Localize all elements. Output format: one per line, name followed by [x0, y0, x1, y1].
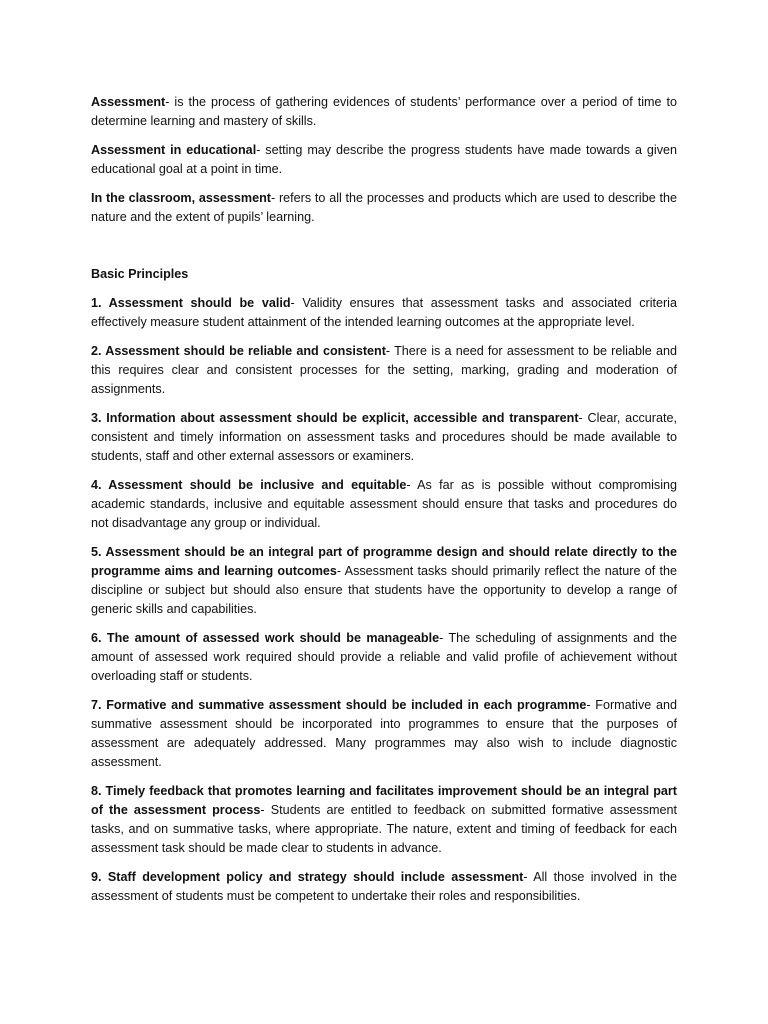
definition-text: - setting may describe the progress students have made towards a given educational goal at a point in time.: [91, 143, 678, 176]
principle-title: 9. Staff development policy and strategy should include assessment: [91, 870, 524, 884]
definition-term: Assessment: [91, 95, 166, 109]
definition-assessment-in-educational: [91, 141, 677, 179]
principle-7: [91, 696, 677, 772]
principle-text: - There is a need for assessment to be reliable and this requires clear and consistent processes for the setting, marking, grading and moderation of assignments.: [91, 344, 677, 396]
principle-title: 4. Assessment should be inclusive and equitable: [91, 478, 407, 492]
principle-text: - Validity ensures that assessment tasks and associated criteria effectively measure student attainment of the intended learning outcomes at the appropriate level.: [91, 296, 677, 329]
principle-text: - Assessment tasks should primarily reflect the nature of the discipline or subject but should also ensure that students have the opportunity to develop a range of generic skills and capabilities.: [91, 564, 678, 616]
principle-title: 7. Formative and summative assessment should be included in each programme: [91, 698, 587, 712]
definition-text: - refers to all the processes and products which are used to describe the nature and the extent of pupils’ learning.: [91, 191, 677, 224]
section-spacer: [91, 237, 677, 265]
principle-1: [91, 294, 677, 332]
principle-8: [91, 782, 677, 858]
principle-title: 3. Information about assessment should be explicit, accessible and transparent: [91, 411, 579, 425]
principle-3: [91, 409, 677, 466]
principle-2: [91, 342, 677, 399]
principle-text: - Formative and summative assessment should be incorporated into programmes to ensure that the purposes of assessment are adequately addressed. Many programmes may also wish to include diagnostic assessment.: [91, 698, 677, 769]
principle-6: [91, 629, 677, 686]
principle-title: 6. The amount of assessed work should be manageable: [91, 631, 440, 645]
principle-text: - As far as is possible without compromising academic standards, inclusive and equitable assessment should ensure that tasks and procedures do not disadvantage any group or individual.: [91, 478, 678, 530]
principle-title: 5. Assessment should be an integral part of programme design and should relate directly to the programme aims and learning outcomes: [91, 545, 677, 578]
definition-term: In the classroom, assessment: [91, 191, 271, 205]
principle-text: - All those involved in the assessment of students must be competent to undertake their roles and responsibilities.: [91, 870, 677, 903]
definition-classroom-assessment: [91, 189, 677, 227]
principle-5: [91, 543, 677, 619]
document-page: [91, 93, 677, 916]
principle-text: - The scheduling of assignments and the amount of assessed work required should provide a reliable and valid profile of achievement without overloading staff or students.: [91, 631, 677, 683]
principle-title: 8. Timely feedback that promotes learning and facilitates improvement should be an integral part of the assessment process: [91, 784, 677, 817]
definition-term: Assessment in educational: [91, 143, 257, 157]
principles-heading: Basic Principles: [91, 267, 189, 281]
principle-text: - Clear, accurate, consistent and timely information on assessment tasks and procedures should be made available to students, staff and other external assessors or examiners.: [91, 411, 677, 463]
definition-assessment: [91, 93, 677, 131]
principle-text: - Students are entitled to feedback on submitted formative assessment tasks, and on summative tasks, where appropriate. The nature, extent and timing of feedback for each assessment task should be made clear to students in advance.: [91, 803, 677, 855]
definition-text: - is the process of gathering evidences of students’ performance over a period of time to determine learning and mastery of skills.: [91, 95, 677, 128]
principle-title: 1. Assessment should be valid: [91, 296, 291, 310]
principle-title: 2. Assessment should be reliable and consistent: [91, 344, 386, 358]
principle-4: [91, 476, 677, 533]
principle-9: [91, 868, 677, 906]
